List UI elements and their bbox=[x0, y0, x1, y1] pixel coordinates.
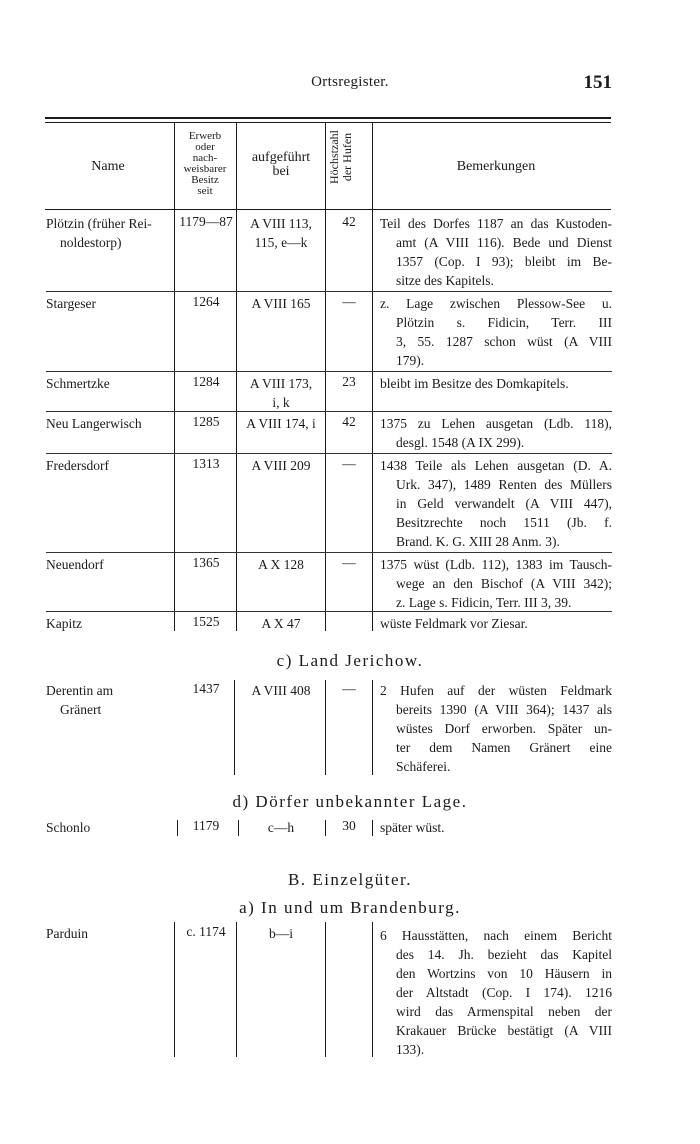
row-remarks: später wüst. bbox=[380, 820, 445, 835]
row-year: 1179 bbox=[192, 818, 220, 833]
col-name-heading: Name bbox=[91, 159, 125, 174]
column-divider bbox=[236, 123, 237, 631]
row-name: Stargeser bbox=[46, 296, 96, 311]
running-header: Ortsregister. bbox=[311, 74, 389, 90]
row-name: Neu Langerwisch bbox=[46, 416, 142, 431]
row-name: Schmertzke bbox=[46, 376, 110, 391]
column-divider bbox=[174, 123, 175, 631]
row-separator bbox=[46, 371, 612, 372]
row-year: 1365 bbox=[192, 555, 220, 570]
row-ref: A X 128 bbox=[258, 557, 304, 572]
row-remarks: 6 Hausstätten, nach einem Bericht des 14. Jh. bezieht das Kapitel den Wortzins von 10 Häusern in der Altstadt (Cop. I 174). 1216 wird das Armenspital neben der Krakauer Brücke bestätigt (A VIII 133). bbox=[380, 928, 612, 1057]
row-year: 1264 bbox=[192, 294, 220, 309]
page-number: 151 bbox=[583, 72, 612, 93]
row-year: 1179—87 bbox=[179, 214, 233, 229]
row-year: 1313 bbox=[192, 456, 220, 471]
row-name: Derentin am Gränert bbox=[46, 683, 114, 717]
row-remarks: 1438 Teile als Lehen ausgetan (D. A. Urk. 347), 1489 Renten des Müllers in Geld verwandelt (A VIII 447), Besitzrechte noch 1511 (Jb. f. Brand. K. G. XIII 28 Anm. 3). bbox=[380, 458, 612, 549]
column-divider bbox=[372, 922, 373, 1057]
section-heading: B. Einzelgüter. bbox=[287, 870, 412, 889]
col-listed-line: aufgeführt bbox=[251, 150, 311, 165]
row-hufen: — bbox=[342, 681, 356, 696]
col-acquired-line: weisbarer bbox=[183, 163, 227, 175]
column-divider bbox=[372, 123, 373, 631]
row-ref: A VIII 113, 115, e—k bbox=[250, 216, 312, 250]
row-remarks: bleibt im Besitze des Domkapitels. bbox=[380, 376, 569, 391]
col-remarks-heading: Bemerkungen bbox=[456, 159, 536, 174]
row-remarks: 1375 zu Lehen ausgetan (Ldb. 118), desgl. 1548 (A IX 299). bbox=[380, 416, 612, 450]
row-name: Parduin bbox=[46, 926, 88, 941]
row-remarks: 2 Hufen auf der wüsten Feldmark bereits 1390 (A VIII 364); 1437 als wüstes Dorf erworben. Später un- ter dem Namen Gränert eine Schäferei. bbox=[380, 683, 612, 774]
column-divider bbox=[372, 820, 373, 836]
row-year: 1284 bbox=[192, 374, 220, 389]
col-hufen-heading bbox=[328, 118, 354, 196]
row-name: Kapitz bbox=[46, 616, 82, 631]
row-remarks: wüste Feldmark vor Ziesar. bbox=[380, 616, 528, 631]
col-acquired-line: nach- bbox=[192, 152, 218, 164]
row-hufen: 23 bbox=[342, 374, 356, 389]
row-ref: A X 47 bbox=[261, 616, 301, 631]
row-ref: b—i bbox=[268, 926, 293, 941]
row-hufen: 30 bbox=[342, 818, 356, 833]
row-remarks: Teil des Dorfes 1187 an das Kustoden- amt (A VIII 116). Bede und Dienst 1357 (Cop. I 93); bleibt im Be- sitze des Kapitels. bbox=[380, 216, 612, 288]
row-name: Neuendorf bbox=[46, 557, 104, 572]
row-name: Fredersdorf bbox=[46, 458, 109, 473]
section-heading: d) Dörfer unbekannter Lage. bbox=[232, 792, 468, 811]
row-hufen: — bbox=[342, 294, 356, 309]
column-divider bbox=[372, 680, 373, 775]
row-ref: A VIII 173, i, k bbox=[249, 376, 313, 410]
row-separator bbox=[46, 291, 612, 292]
col-acquired-line: oder bbox=[195, 141, 215, 153]
column-divider bbox=[174, 922, 175, 1057]
row-year: 1525 bbox=[192, 614, 220, 629]
row-year: c. 1174 bbox=[186, 924, 226, 939]
row-remarks: z. Lage zwischen Plessow-See u. Plötzin s. Fidicin, Terr. III 3, 55. 1287 schon wüst (A VIII 179). bbox=[380, 296, 612, 368]
row-separator bbox=[46, 611, 612, 612]
subsection-heading: a) In und um Brandenburg. bbox=[239, 898, 461, 917]
column-divider bbox=[325, 922, 326, 1057]
row-year: 1437 bbox=[192, 681, 220, 696]
col-acquired-heading bbox=[174, 131, 236, 197]
header-table-rule bbox=[45, 209, 611, 210]
row-separator bbox=[46, 453, 612, 454]
row-hufen: — bbox=[342, 456, 356, 471]
col-hufen-line: Höchstzahl bbox=[327, 130, 341, 184]
section-heading: c) Land Jerichow. bbox=[276, 651, 424, 670]
row-ref: c—h bbox=[267, 820, 295, 835]
row-hufen: 42 bbox=[342, 214, 356, 229]
row-ref: A VIII 408 bbox=[251, 683, 311, 698]
row-remarks: 1375 wüst (Ldb. 112), 1383 im Tausch- wege an den Bischof (A VIII 342); z. Lage s. Fidicin, Terr. III 3, 39. bbox=[380, 557, 612, 610]
row-ref: A VIII 209 bbox=[251, 458, 311, 473]
col-listed-line: bei bbox=[272, 164, 290, 179]
row-year: 1285 bbox=[192, 414, 220, 429]
column-divider bbox=[236, 922, 237, 1057]
col-listed-heading bbox=[238, 151, 324, 179]
col-acquired-line: seit bbox=[197, 185, 213, 197]
row-hufen: — bbox=[342, 555, 356, 570]
row-ref: A VIII 165 bbox=[251, 296, 311, 311]
row-hufen: 42 bbox=[342, 414, 356, 429]
row-ref: A VIII 174, i bbox=[246, 416, 316, 431]
row-separator bbox=[46, 411, 612, 412]
col-acquired-line: Besitz bbox=[191, 174, 219, 186]
row-separator bbox=[46, 552, 612, 553]
col-acquired-line: Erwerb bbox=[188, 130, 222, 142]
col-hufen-line: der Hufen bbox=[340, 132, 354, 182]
row-name: Plötzin (früher Rei- noldestorp) bbox=[46, 216, 152, 250]
row-name: Schonlo bbox=[46, 820, 91, 835]
